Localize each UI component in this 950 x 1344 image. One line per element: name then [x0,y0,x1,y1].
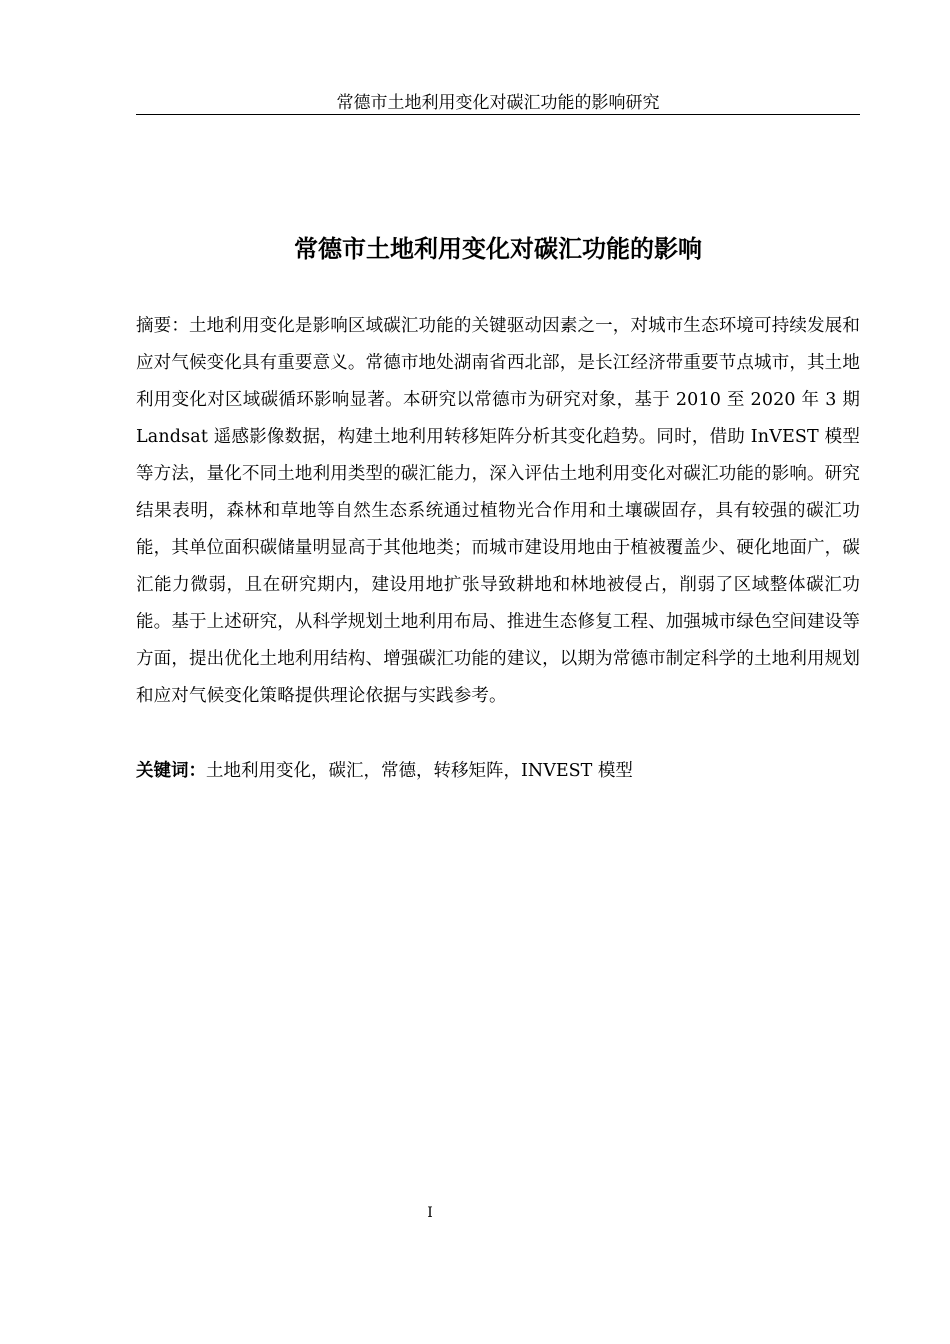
keywords [136,753,860,790]
page-number: I [427,1205,433,1221]
abstract-paragraph [136,308,860,715]
abstract [136,308,860,715]
abstract-label: 摘要： [136,316,189,336]
running-header: 常德市土地利用变化对碳汇功能的影响研究 [336,93,660,113]
header-rule [136,114,860,115]
keywords-text: 土地利用变化，碳汇，常德，转移矩阵，INVEST 模型 [206,761,633,781]
abstract-text: 土地利用变化是影响区域碳汇功能的关键驱动因素之一，对城市生态环境可持续发展和应对气候变化具有重要意义。常德市地处湖南省西北部，是长江经济带重要节点城市，其土地利用变化对区域碳循环影响显著。本研究以常德市为研究对象，基于 2010 至 2020 年 3 期 Landsat 遥感影像数据，构建土地利用转移矩阵分析其变化趋势。同时，借助 InVEST 模型等方法，量化不同土地利用类型的碳汇能力，深入评估土地利用变化对碳汇功能的影响。研究结果表明，森林和草地等自然生态系统通过植物光合作用和土壤碳固存，具有较强的碳汇功能，其单位面积碳储量明显高于其他地类；而城市建设用地由于植被覆盖少、硬化地面广，碳汇能力微弱，且在研究期内，建设用地扩张导致耕地和林地被侵占，削弱了区域整体碳汇功能。基于上述研究，从科学规划土地利用布局、推进生态修复工程、加强城市绿色空间建设等方面，提出优化土地利用结构、增强碳汇功能的建议，以期为常德市制定科学的土地利用规划和应对气候变化策略提供理论依据与实践参考。 [136,316,860,706]
keywords-label: 关键词： [136,761,206,781]
document-title: 常德市土地利用变化对碳汇功能的影响 [294,235,702,263]
